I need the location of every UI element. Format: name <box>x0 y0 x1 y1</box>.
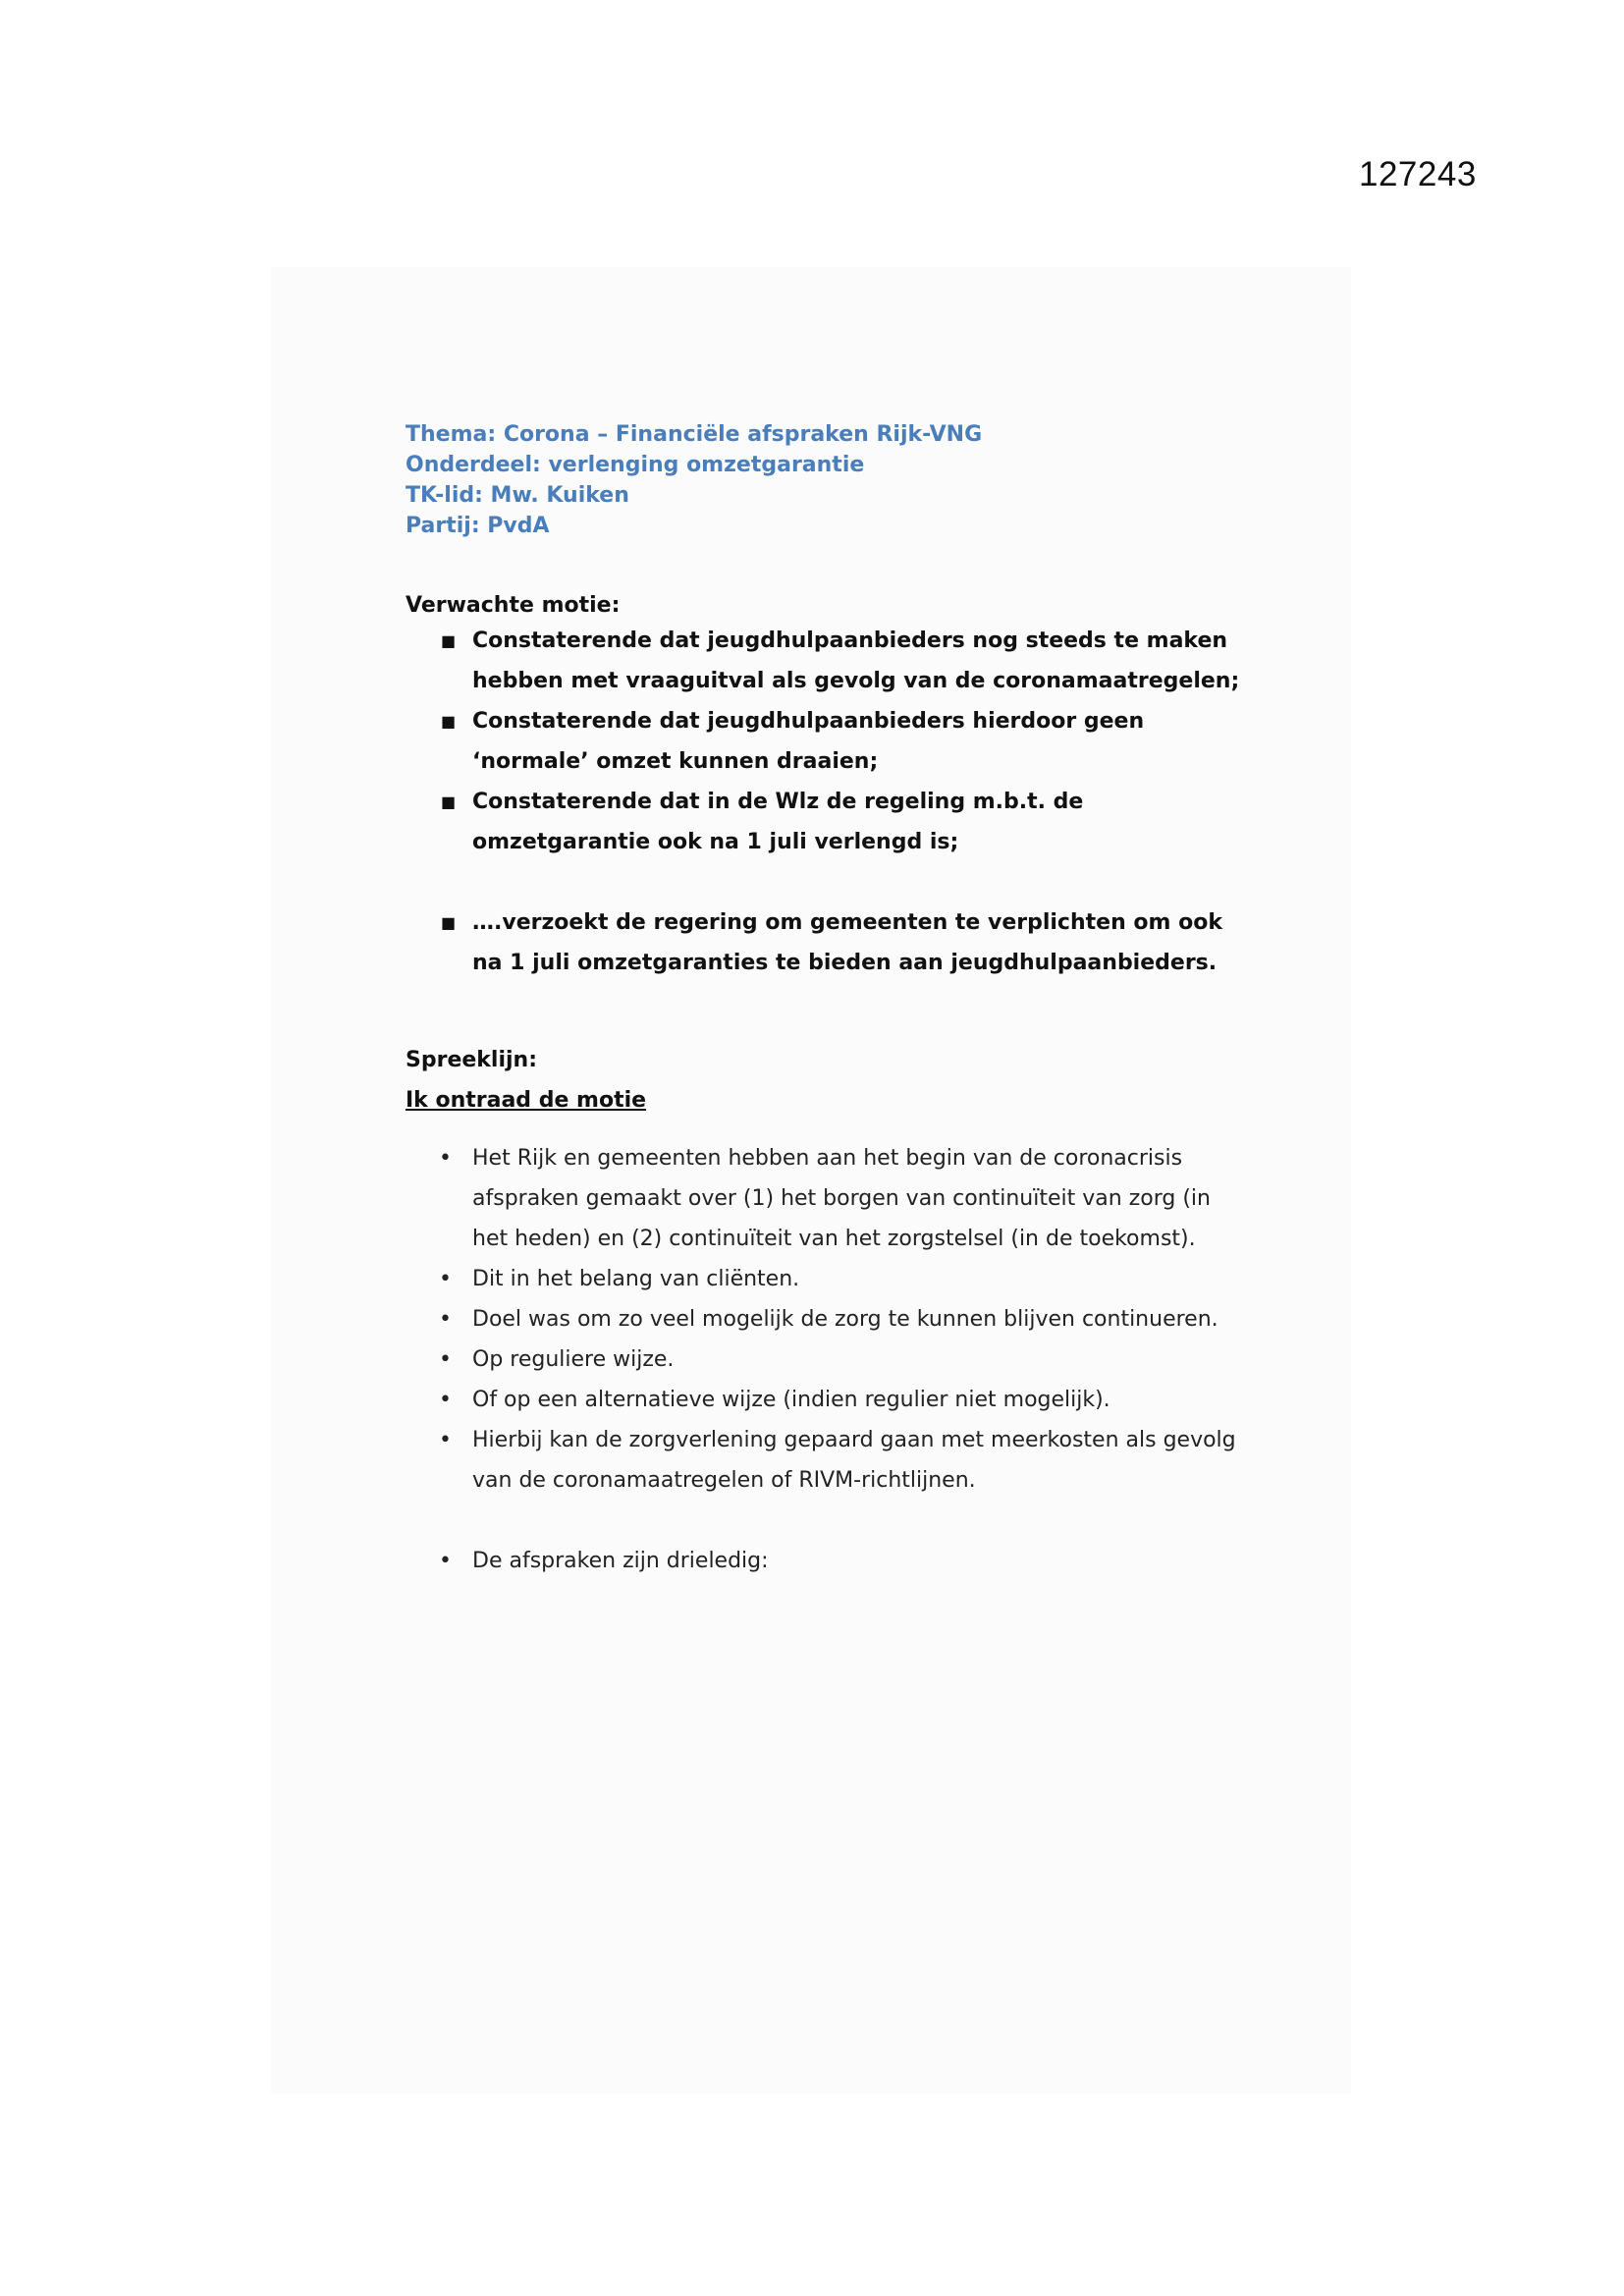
square-bullet-icon: ■ <box>441 712 457 731</box>
advice-line: Ik ontraad de motie <box>406 1088 647 1113</box>
motie-item <box>406 701 1250 782</box>
spreeklijn-item-text: Op reguliere wijze. <box>472 1347 675 1372</box>
motie-item-text: Constaterende dat jeugdhulpaanbieders hierdoor geen ‘normale’ omzet kunnen draaien; <box>472 709 1145 774</box>
spreeklijn-item-text: Hierbij kan de zorgverlening gepaard gaan met meerkosten als gevolg van de coronamaatregelen of RIVM-richtlijnen. <box>472 1428 1236 1493</box>
round-bullet-icon: • <box>439 1549 452 1573</box>
spreeklijn-heading: Spreeklijn: <box>406 1048 537 1072</box>
motie-item <box>406 902 1250 983</box>
square-bullet-icon: ■ <box>441 793 457 811</box>
motie-item-text: Constaterende dat jeugdhulpaanbieders nog steeds te maken hebben met vraaguitval als gevolg van de coronamaatregelen; <box>472 629 1240 693</box>
meta-onderdeel: Onderdeel: verlenging omzetgarantie <box>406 453 865 477</box>
motie-item <box>406 621 1250 701</box>
round-bullet-icon: • <box>439 1347 452 1372</box>
verwachte-motie-heading: Verwachte motie: <box>406 593 621 618</box>
spreeklijn-item <box>406 1299 1250 1339</box>
spreeklijn-list <box>406 1138 1250 1581</box>
meta-partij: Partij: PvdA <box>406 514 550 538</box>
square-bullet-icon: ■ <box>441 631 457 650</box>
round-bullet-icon: • <box>439 1428 452 1452</box>
motie-item-text: ….verzoekt de regering om gemeenten te verplichten om ook na 1 juli omzetgaranties te bieden aan jeugdhulpaanbieders. <box>472 910 1222 975</box>
document-number: 127243 <box>1359 155 1477 193</box>
round-bullet-icon: • <box>439 1267 452 1291</box>
spreeklijn-item <box>406 1541 1250 1581</box>
round-bullet-icon: • <box>439 1146 452 1171</box>
spreeklijn-item-text: Of op een alternatieve wijze (indien regulier niet mogelijk). <box>472 1388 1110 1412</box>
spreeklijn-item-text: Het Rijk en gemeenten hebben aan het begin van de coronacrisis afspraken gemaakt over (1) het borgen van continuïteit van zorg (in het heden) en (2) continuïteit van het zorgstelsel (in de toekomst). <box>472 1146 1211 1251</box>
spreeklijn-item-text: De afspraken zijn drieledig: <box>472 1549 769 1573</box>
square-bullet-icon: ■ <box>441 913 457 932</box>
spreeklijn-item-text: Doel was om zo veel mogelijk de zorg te kunnen blijven continueren. <box>472 1307 1218 1332</box>
meta-thema: Thema: Corona – Financiële afspraken Rijk-VNG <box>406 422 983 447</box>
spreeklijn-item <box>406 1339 1250 1380</box>
spreeklijn-item <box>406 1380 1250 1420</box>
meta-tk-lid: TK-lid: Mw. Kuiken <box>406 483 629 508</box>
spreeklijn-item <box>406 1259 1250 1299</box>
motie-item <box>406 782 1250 862</box>
motie-item-text: Constaterende dat in de Wlz de regeling m.b.t. de omzetgarantie ook na 1 juli verlengd is; <box>472 790 1084 854</box>
round-bullet-icon: • <box>439 1307 452 1332</box>
document-content <box>406 419 1250 1581</box>
verwachte-motie-list <box>406 621 1250 983</box>
spreeklijn-item <box>406 1138 1250 1259</box>
spreeklijn-item <box>406 1420 1250 1501</box>
round-bullet-icon: • <box>439 1388 452 1412</box>
spreeklijn-item-text: Dit in het belang van cliënten. <box>472 1267 800 1291</box>
